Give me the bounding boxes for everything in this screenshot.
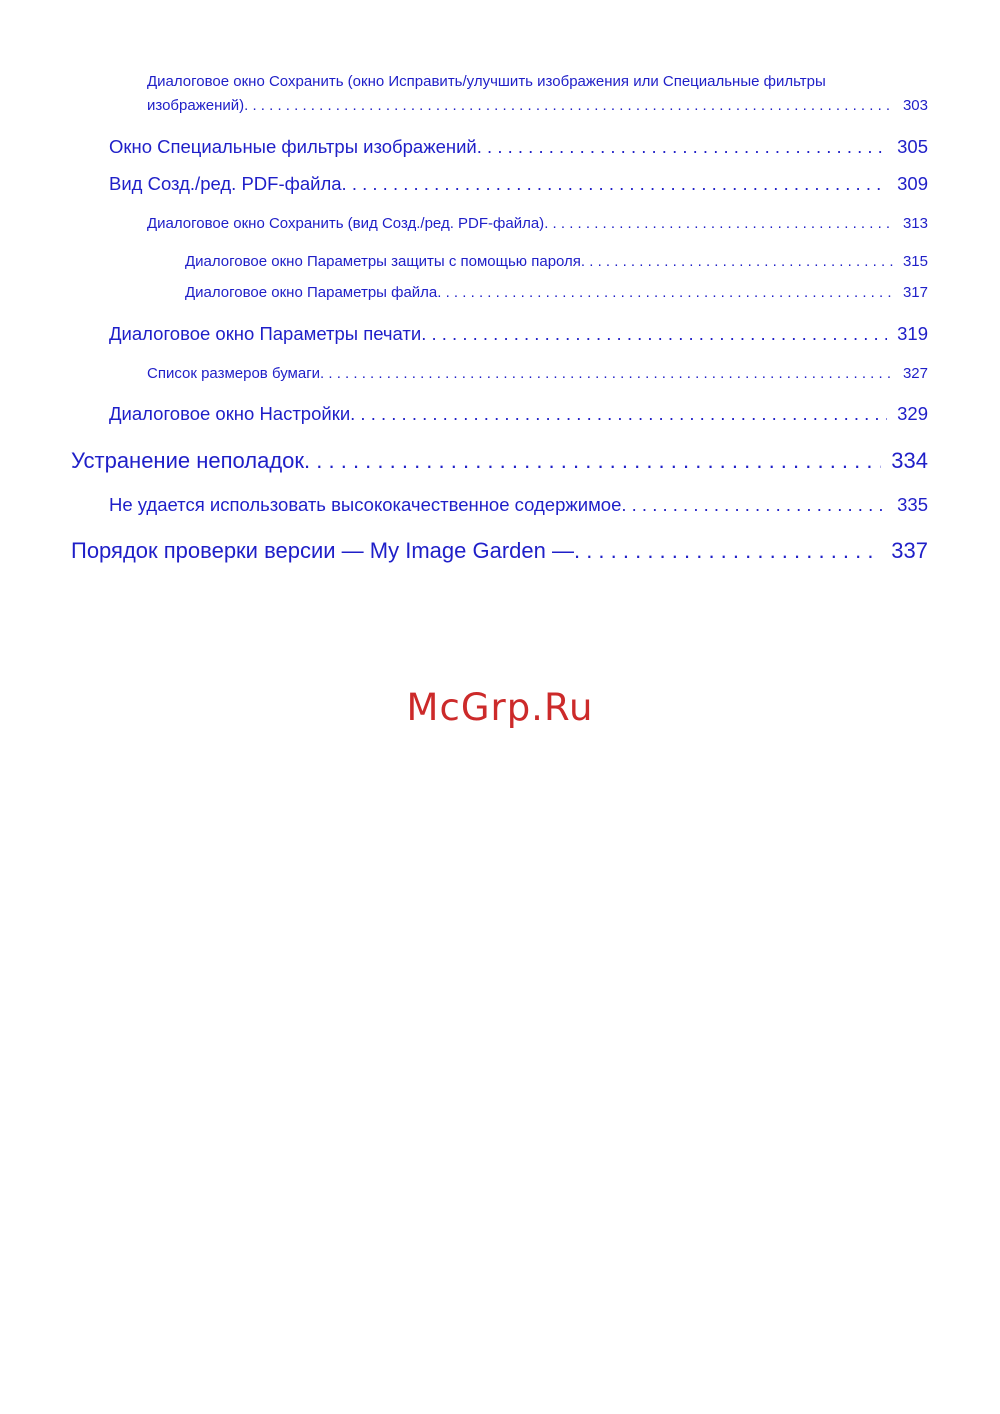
toc-page-number: 319 bbox=[897, 323, 928, 344]
dot-leader bbox=[304, 448, 881, 474]
toc-page-number: 329 bbox=[897, 403, 928, 424]
dot-leader bbox=[581, 253, 893, 270]
toc-entry-special-filters-window[interactable] bbox=[109, 136, 928, 158]
dot-leader bbox=[437, 284, 893, 301]
dot-leader bbox=[477, 136, 887, 158]
toc-entry-pdf-edit-view[interactable] bbox=[109, 173, 928, 195]
toc-entry-title: Диалоговое окно Настройки bbox=[109, 403, 351, 424]
toc-entry-title: Вид Созд./ред. PDF-файла bbox=[109, 173, 342, 194]
toc-page-number: 315 bbox=[902, 253, 928, 270]
toc-page-number: 309 bbox=[897, 173, 928, 194]
toc-entry-title-line1[interactable]: Диалоговое окно Сохранить (окно Исправить/улучшить изображения или Специальные фильтры bbox=[147, 73, 826, 90]
dot-leader bbox=[350, 403, 887, 425]
dot-leader bbox=[544, 215, 893, 232]
toc-entry-print-settings-dialog[interactable] bbox=[109, 323, 928, 345]
toc-entry-title: Окно Специальные фильтры изображений bbox=[109, 136, 477, 157]
toc-entry-version-check[interactable] bbox=[71, 538, 928, 564]
toc-entry-premium-contents-issue[interactable] bbox=[109, 494, 928, 516]
toc-page-number: 313 bbox=[902, 215, 928, 232]
toc-page-number: 335 bbox=[897, 494, 928, 515]
toc-entry-save-dialog-correct-enhance[interactable] bbox=[147, 97, 928, 114]
toc-entry-title: изображений) bbox=[147, 97, 245, 114]
toc-page-number: 317 bbox=[902, 284, 928, 301]
toc-entry-paper-size-list[interactable] bbox=[147, 365, 928, 382]
dot-leader bbox=[244, 97, 893, 114]
toc-page-number: 337 bbox=[891, 538, 928, 563]
toc-entry-title: Диалоговое окно Параметры защиты с помощью пароля bbox=[185, 253, 581, 270]
toc-entry-troubleshooting[interactable] bbox=[71, 448, 928, 474]
dot-leader bbox=[320, 365, 893, 382]
toc-entry-title: Устранение неполадок bbox=[71, 448, 305, 473]
toc-entry-title: Диалоговое окно Сохранить (вид Созд./ред. PDF-файла) bbox=[147, 215, 545, 232]
toc-entry-title: Диалоговое окно Параметры файла bbox=[185, 284, 438, 301]
toc-entry-title: Диалоговое окно Параметры печати bbox=[109, 323, 422, 344]
toc-page-number: 305 bbox=[897, 136, 928, 157]
toc-page-number: 303 bbox=[902, 97, 928, 114]
toc-entry-title: Порядок проверки версии — My Image Garden — bbox=[71, 538, 574, 563]
dot-leader bbox=[421, 323, 887, 345]
dot-leader bbox=[574, 538, 881, 564]
toc-entry-title: Не удается использовать высококачественное содержимое bbox=[109, 494, 622, 515]
toc-page-number: 334 bbox=[891, 448, 928, 473]
toc-entry-preferences-dialog[interactable] bbox=[109, 403, 928, 425]
dot-leader bbox=[342, 173, 888, 195]
toc-entry-password-security-dialog[interactable] bbox=[185, 253, 928, 270]
toc-entry-file-settings-dialog[interactable] bbox=[185, 284, 928, 301]
toc-entry-save-dialog-pdf[interactable] bbox=[147, 215, 928, 232]
toc-page-number: 327 bbox=[902, 365, 928, 382]
watermark-logo: McGrp.Ru bbox=[406, 686, 594, 729]
toc-entry-title: Список размеров бумаги bbox=[147, 365, 321, 382]
dot-leader bbox=[621, 494, 887, 516]
